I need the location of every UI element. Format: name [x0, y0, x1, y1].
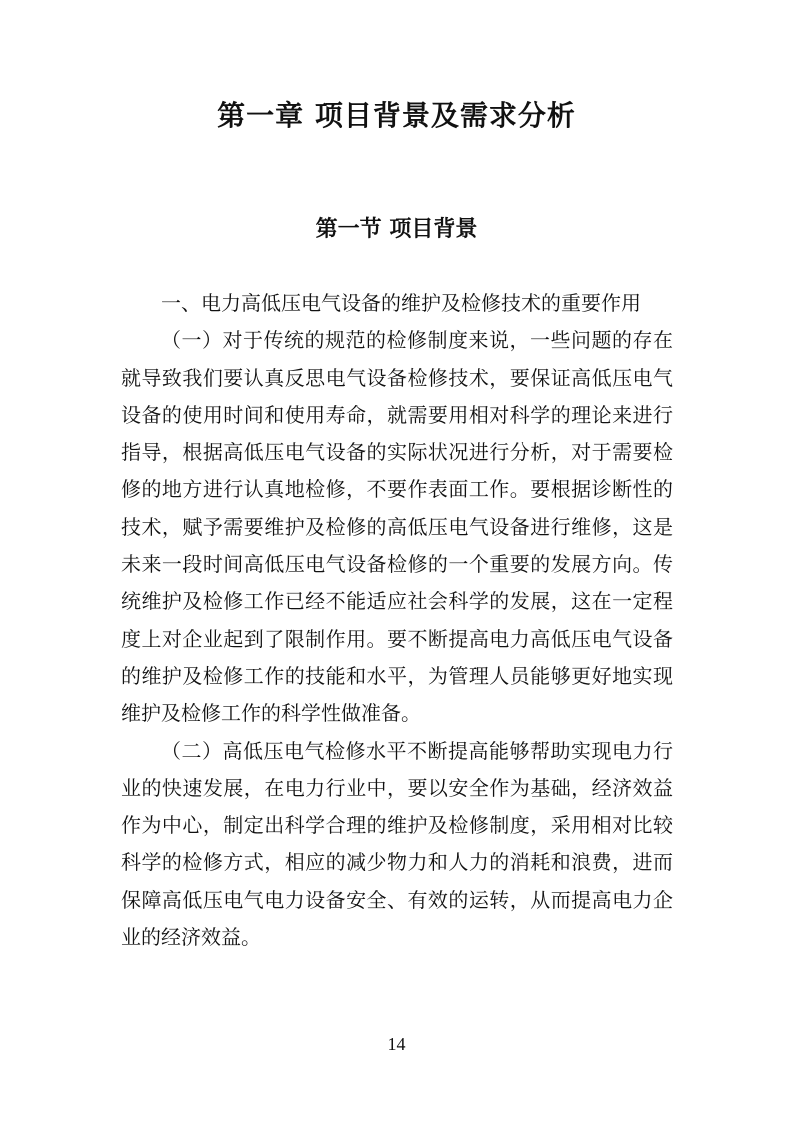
- page-number: 14: [387, 1034, 406, 1054]
- paragraph-1: （一）对于传统的规范的检修制度来说，一些问题的存在就导致我们要认真反思电气设备检修技术，要保证高低压电气设备的使用时间和使用寿命，就需要用相对科学的理论来进行指导，根据高低压电气设备的实际状况进行分析，对于需要检修的地方进行认真地检修，不要作表面工作。要根据诊断性的技术，赋予需要维护及检修的高低压电气设备进行维修，这是未来一段时间高低压电气设备检修的一个重要的发展方向。传统维护及检修工作已经不能适应社会科学的发展，这在一定程度上对企业起到了限制作用。要不断提高电力高低压电气设备的维护及检修工作的技能和水平，为管理人员能够更好地实现维护及检修工作的科学性做准备。: [121, 328, 673, 726]
- chapter-title: 第一章 项目背景及需求分析: [217, 99, 576, 132]
- paragraph-heading: 一、电力高低压电气设备的维护及检修技术的重要作用: [161, 291, 641, 315]
- body-text: [121, 285, 673, 956]
- paragraph-2: （二）高低压电气检修水平不断提高能够帮助实现电力行业的快速发展，在电力行业中，要以安全作为基础，经济效益作为中心，制定出科学合理的维护及检修制度，采用相对比较科学的检修方式，相应的减少物力和人力的消耗和浪费，进而保障高低压电气电力设备安全、有效的运转，从而提高电力企业的经济效益。: [121, 738, 673, 950]
- section-title: 第一节 项目背景: [315, 217, 478, 242]
